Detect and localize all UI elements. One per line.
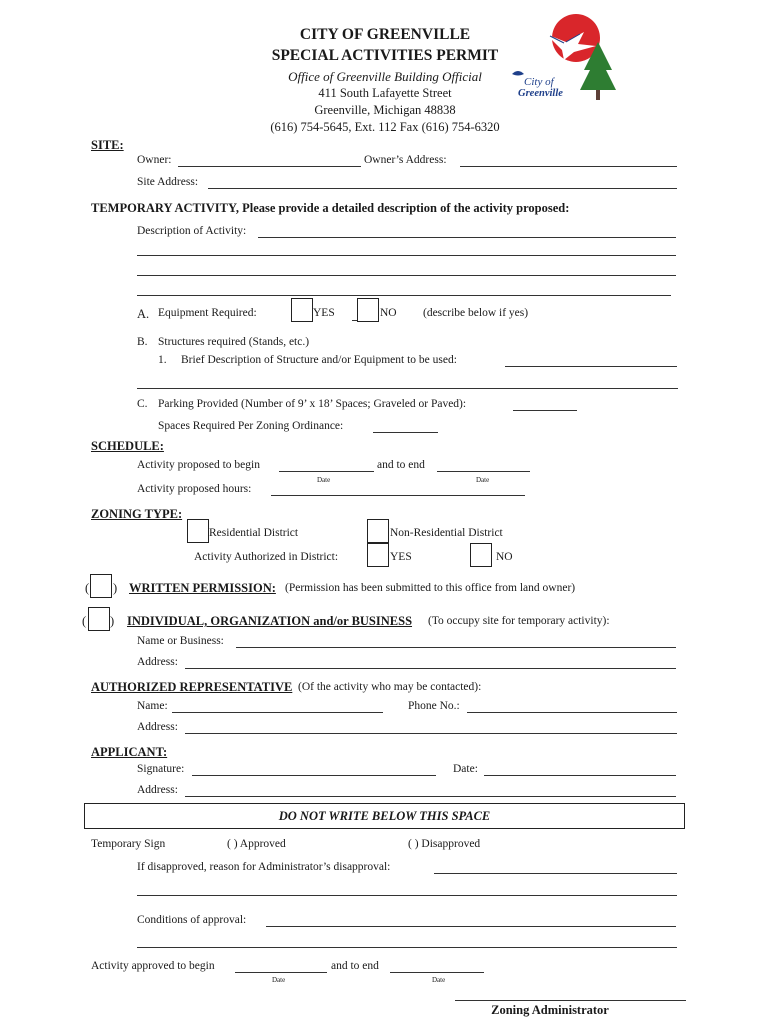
spaces-required-label: Spaces Required Per Zoning Ordinance:	[158, 420, 344, 432]
description-field-line-4[interactable]	[137, 295, 671, 296]
description-field-line-1[interactable]	[258, 237, 676, 238]
residential-checkbox[interactable]	[187, 519, 209, 543]
zoning-heading: ZONING TYPE:	[91, 507, 183, 521]
begin-date-caption: Date	[317, 476, 331, 484]
spaces-required-field[interactable]	[373, 432, 438, 433]
written-permission-note: (Permission has been submitted to this office from land owner)	[285, 582, 576, 594]
brief-description-label: Brief Description of Structure and/or Equipment to be used:	[181, 354, 457, 366]
item-b-marker: B.	[137, 336, 148, 348]
zoning-administrator-label: Zoning Administrator	[491, 1003, 609, 1017]
approved-end-caption: Date	[432, 976, 446, 984]
approved-end-field[interactable]	[390, 972, 484, 973]
disapproval-field-2[interactable]	[137, 895, 677, 896]
brief-description-field-2[interactable]	[137, 388, 678, 389]
equipment-no-checkbox[interactable]	[357, 298, 379, 322]
conditions-field-2[interactable]	[137, 947, 677, 948]
signature-label: Signature:	[137, 763, 185, 775]
owner-label: Owner:	[137, 154, 172, 166]
representative-note: (Of the activity who may be contacted):	[298, 681, 482, 693]
end-date-caption: Date	[476, 476, 490, 484]
owners-address-field[interactable]	[460, 166, 677, 167]
rep-name-field[interactable]	[172, 712, 383, 713]
title-line-1: CITY OF GREENVILLE	[299, 26, 471, 43]
temporary-activity-heading: TEMPORARY ACTIVITY, Please provide a detailed description of the activity proposed:	[91, 201, 570, 215]
individual-address-field[interactable]	[185, 668, 676, 669]
signature-field[interactable]	[192, 775, 436, 776]
structures-label: Structures required (Stands, etc.)	[158, 336, 310, 348]
owners-address-label: Owner’s Address:	[364, 154, 447, 166]
equipment-yes-label: YES	[313, 307, 335, 319]
end-label: and to end	[377, 459, 425, 471]
approved-end-label: and to end	[331, 960, 379, 972]
non-residential-checkbox[interactable]	[367, 519, 389, 543]
office-street: 411 South Lafayette Street	[318, 86, 452, 100]
hours-label: Activity proposed hours:	[137, 483, 252, 495]
name-business-field[interactable]	[236, 647, 676, 648]
disapproved-option[interactable]: ( ) Disapproved	[408, 838, 481, 850]
approved-begin-field[interactable]	[235, 972, 327, 973]
permission-paren-open: (	[85, 581, 90, 595]
site-address-label: Site Address:	[137, 176, 199, 188]
item-a-marker: A.	[137, 307, 150, 321]
authorized-label: Activity Authorized in District:	[194, 551, 339, 563]
applicant-date-label: Date:	[453, 763, 478, 775]
applicant-heading: APPLICANT:	[91, 745, 168, 759]
logo-text-1: City of	[524, 76, 554, 88]
describe-note: (describe below if yes)	[423, 307, 529, 319]
logo-text-2: Greenville	[518, 88, 563, 99]
office-name: Office of Greenville Building Official	[288, 69, 482, 84]
authorized-yes-label: YES	[390, 551, 412, 563]
individual-address-label: Address:	[137, 656, 178, 668]
rep-phone-field[interactable]	[467, 712, 677, 713]
temporary-sign-label: Temporary Sign	[91, 838, 166, 850]
administrator-signature-field[interactable]	[455, 1000, 686, 1001]
equipment-yes-checkbox[interactable]	[291, 298, 313, 322]
rep-phone-label: Phone No.:	[408, 700, 460, 712]
do-not-write-banner: DO NOT WRITE BELOW THIS SPACE	[84, 803, 685, 829]
item-c-marker: C.	[137, 398, 148, 410]
permission-paren-close: )	[113, 581, 118, 595]
hours-field[interactable]	[271, 495, 525, 496]
applicant-address-field[interactable]	[185, 796, 676, 797]
approved-option[interactable]: ( ) Approved	[227, 838, 286, 850]
site-address-field[interactable]	[208, 188, 677, 189]
applicant-address-label: Address:	[137, 784, 178, 796]
individual-paren-open: (	[82, 614, 87, 628]
individual-paren-close: )	[110, 614, 115, 628]
individual-heading: INDIVIDUAL, ORGANIZATION and/or BUSINESS	[127, 614, 413, 628]
parking-field[interactable]	[513, 410, 577, 411]
description-label: Description of Activity:	[137, 225, 247, 237]
equipment-no-label: NO	[380, 307, 397, 319]
begin-date-field[interactable]	[279, 471, 374, 472]
begin-label: Activity proposed to begin	[137, 459, 260, 471]
written-permission-checkbox[interactable]	[90, 574, 112, 598]
description-field-line-3[interactable]	[137, 275, 676, 276]
title-line-2: SPECIAL ACTIVITIES PERMIT	[271, 47, 499, 64]
applicant-date-field[interactable]	[484, 775, 676, 776]
representative-heading: AUTHORIZED REPRESENTATIVE	[91, 680, 293, 694]
written-permission-heading: WRITTEN PERMISSION:	[129, 581, 276, 595]
office-phone: (616) 754-5645, Ext. 112 Fax (616) 754-6320	[270, 120, 500, 134]
schedule-heading: SCHEDULE:	[91, 439, 164, 453]
rep-address-label: Address:	[137, 721, 178, 733]
authorized-yes-checkbox[interactable]	[367, 543, 389, 567]
individual-note: (To occupy site for temporary activity):	[428, 615, 610, 627]
non-residential-label: Non-Residential District	[390, 527, 503, 539]
name-business-label: Name or Business:	[137, 635, 224, 647]
rep-address-field[interactable]	[185, 733, 677, 734]
city-logo	[506, 12, 616, 104]
authorized-no-label: NO	[496, 551, 513, 563]
brief-description-field-1[interactable]	[505, 366, 677, 367]
conditions-field-1[interactable]	[266, 926, 676, 927]
disapproval-field-1[interactable]	[434, 873, 677, 874]
equipment-label: Equipment Required:	[158, 307, 257, 319]
end-date-field[interactable]	[437, 471, 530, 472]
conditions-label: Conditions of approval:	[137, 914, 247, 926]
description-field-line-2[interactable]	[137, 255, 676, 256]
authorized-no-checkbox[interactable]	[470, 543, 492, 567]
office-city: Greenville, Michigan 48838	[314, 103, 456, 117]
approved-begin-caption: Date	[272, 976, 286, 984]
residential-label: Residential District	[209, 527, 299, 539]
rep-name-label: Name:	[137, 700, 168, 712]
brief-marker: 1.	[158, 354, 167, 366]
approved-begin-label: Activity approved to begin	[91, 960, 215, 972]
disapproval-label: If disapproved, reason for Administrator’s disapproval:	[137, 861, 391, 873]
owner-field[interactable]	[178, 166, 361, 167]
parking-label: Parking Provided (Number of 9’ x 18’ Spaces; Graveled or Paved):	[158, 398, 467, 410]
site-heading: SITE:	[91, 138, 124, 152]
individual-checkbox[interactable]	[88, 607, 110, 631]
